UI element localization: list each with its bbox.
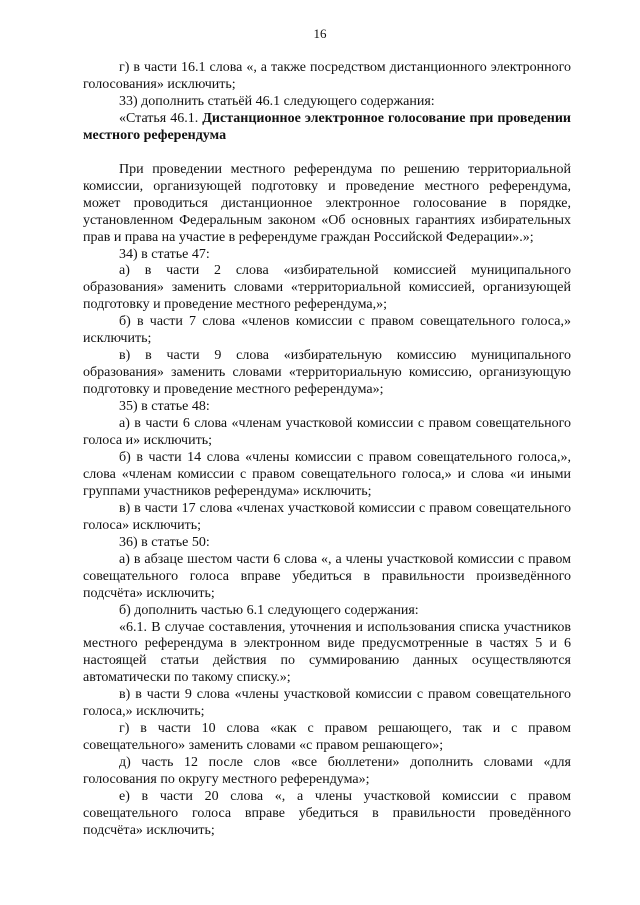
paragraph: При проведении местного референдума по решению территориальной комиссии, организующей подготовку и проведение местного референдума, может проводиться дистанционное электронное голосование в порядке, установленном Федеральным законом «Об основных гарантиях избирательных прав и права на участие в референдуме граждан Российской Федерации».»;	[83, 161, 571, 245]
paragraph: а) в абзаце шестом части 6 слова «, а члены участковой комиссии с правом совещательного голоса вправе убедиться в правильности произведённого подсчёта» исключить;	[83, 551, 571, 601]
page-number: 16	[313, 26, 327, 41]
article-heading-title: Дистанционное электронное голосование при проведении местного референдума	[83, 110, 571, 143]
paragraph: е) в части 20 слова «, а члены участковой комиссии с правом совещательного голоса вправе убедиться в правильности проведённого подсчёта» исключить;	[83, 789, 571, 838]
paragraph: б) в части 7 слова «членов комиссии с правом совещательного голоса,» исключить;	[83, 314, 571, 347]
document-body	[83, 60, 571, 840]
article-heading-number: «Статья 46.1.	[119, 110, 203, 126]
paragraph: а) в части 6 слова «членам участковой комиссии с правом совещательного голоса и» исключить;	[83, 416, 571, 449]
paragraph: а) в части 2 слова «избирательной комиссией муниципального образования» заменить словами «территориальной комиссией, организующей подготовку и проведение местного референдума,»;	[83, 263, 571, 313]
paragraph: г) в части 16.1 слова «, а также посредством дистанционного электронного голосования» исключить;	[83, 60, 571, 92]
paragraph: 35) в статье 48:	[119, 399, 210, 415]
paragraph: д) часть 12 после слов «все бюллетени» дополнить словами «для голосования по округу местного референдума»;	[83, 755, 571, 788]
paragraph: «6.1. В случае составления, уточнения и использования списка участников местного референдума в электронном виде предусмотренные в частях 5 и 6 настоящей статьи действия по суммированию данных осуществляются автоматически по такому списку.»;	[83, 619, 571, 686]
paragraph: 34) в статье 47:	[119, 246, 210, 262]
paragraph: б) в части 14 слова «члены комиссии с правом совещательного голоса,», слова «членам комиссии с правом совещательного голоса,» и слова «и иными группами участников референдума» исключить;	[83, 449, 571, 499]
paragraph: в) в части 9 слова «члены участковой комиссии с правом совещательного голоса,» исключить;	[83, 687, 571, 720]
paragraph: б) дополнить частью 6.1 следующего содержания:	[119, 602, 419, 618]
paragraph: 33) дополнить статьёй 46.1 следующего содержания:	[119, 93, 435, 109]
paragraph: в) в части 17 слова «членах участковой комиссии с правом совещательного голоса» исключить;	[83, 500, 571, 533]
article-heading	[83, 111, 571, 145]
paragraph: в) в части 9 слова «избирательную комиссию муниципального образования» заменить словами «территориальную комиссию, организующую подготовку и проведение местного референдума»;	[83, 348, 571, 398]
paragraph: г) в части 10 слова «как с правом решающего, так и с правом совещательного» заменить словами «с правом решающего»;	[83, 721, 571, 754]
paragraph: 36) в статье 50:	[119, 534, 210, 550]
